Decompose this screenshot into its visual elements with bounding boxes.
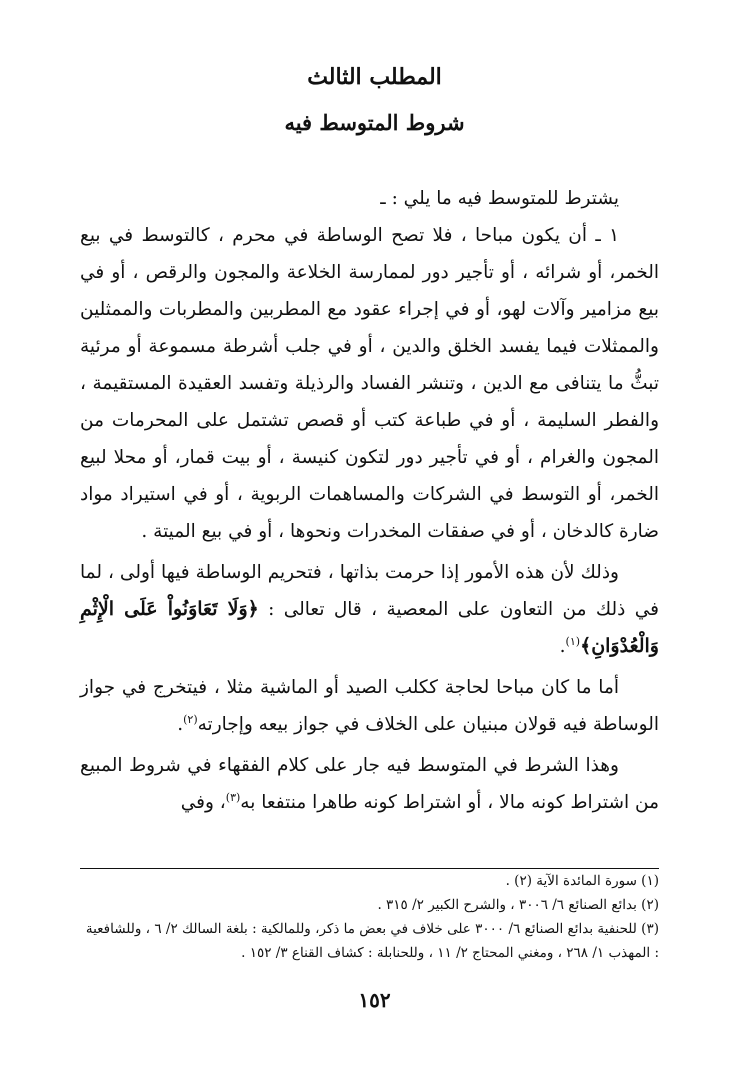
footnotes <box>80 868 659 965</box>
reason-text: وذلك لأن هذه الأمور إذا حرمت بذاتها ، فتحريم الوساطة فيها أولى ، لما في ذلك من التعاون على المعصية ، قال تعالى : <box>80 562 659 620</box>
condition-note-paragraph <box>80 747 659 821</box>
body-text <box>80 180 659 821</box>
reason-end: . <box>559 636 566 657</box>
quran-verse: ﴿وَلَا تَعَاوَنُواْ عَلَى الْإِثْمِ وَالْعُدْوَانِ﴾ <box>80 598 659 657</box>
condition-paragraph: ١ ـ أن يكون مباحا ، فلا تصح الوساطة في محرم ، كالتوسط في بيع الخمر، أو شرائه ، أو تأجير دور لممارسة الخلاعة والمجون والرقص ، أو في بيع مزامير وآلات لهو، أو في إجراء عقود مع المطربين والمطربات والممثلين والممثلات فيما يفسد الخلق والدين ، أو في جلب أشرطة مسموعة أو مرئية تبثُّ ما يتنافى مع الدين ، وتنشر الفساد والرذيلة وتفسد العقيدة المستقيمة ، والفطر السليمة ، أو في طباعة كتب أو قصص تشتمل على المحرمات من المجون والغرام ، أو في تأجير دور لتكون كنيسة ، أو بيت قمار، أو محلا لبيع الخمر، أو التوسط في الشركات والمساهمات الربوية ، أو في استيراد مواد ضارة كالدخان ، أو في صفقات المخدرات ونحوها ، أو في بيع الميتة . <box>80 225 659 542</box>
need-text: أما ما كان مباحا لحاجة ككلب الصيد أو الماشية مثلا ، فيتخرج في جواز الوساطة فيه قولان مبنيان على الخلاف في جواز بيعه وإجارته <box>80 677 659 735</box>
footnote-3: (٣) للحنفية بدائع الصنائع ٦/ ٣٠٠٠ على خلاف في بعض ما ذكر، وللمالكية : بلغة السالك ٢/ ٦ ، وللشافعية : المهذب ١/ ٢٦٨ ، ومغني المحتاج ٢/ ١١ ، وللحنابلة : كشاف القناع ٣/ ١٥٢ . <box>85 921 659 961</box>
reason-paragraph <box>80 554 659 665</box>
section-title: شروط المتوسط فيه <box>284 110 465 135</box>
footnote-2: (٢) بدائع الصنائع ٦/ ٣٠٠٦ ، والشرح الكبير ٢/ ٣١٥ . <box>377 897 659 913</box>
need-end: . <box>177 714 184 735</box>
need-paragraph <box>80 669 659 743</box>
page-number: ١٥٢ <box>358 988 391 1012</box>
condition-end: ، وفي <box>180 792 226 813</box>
footnote-ref-3: (٣) <box>225 790 241 804</box>
footnote-ref-1: (١) <box>565 634 581 648</box>
footnote-1: (١) سورة المائدة الآية (٢) . <box>505 873 659 889</box>
intro-paragraph: يشترط للمتوسط فيه ما يلي : ـ <box>380 188 619 209</box>
condition-text: وهذا الشرط في المتوسط فيه جار على كلام الفقهاء في شروط المبيع من اشتراط كونه مالا ، أو اشتراط كونه طاهرا منتفعا به <box>80 755 659 813</box>
section-heading: المطلب الثالث <box>307 64 442 90</box>
footnote-ref-2: (٢) <box>183 712 198 726</box>
